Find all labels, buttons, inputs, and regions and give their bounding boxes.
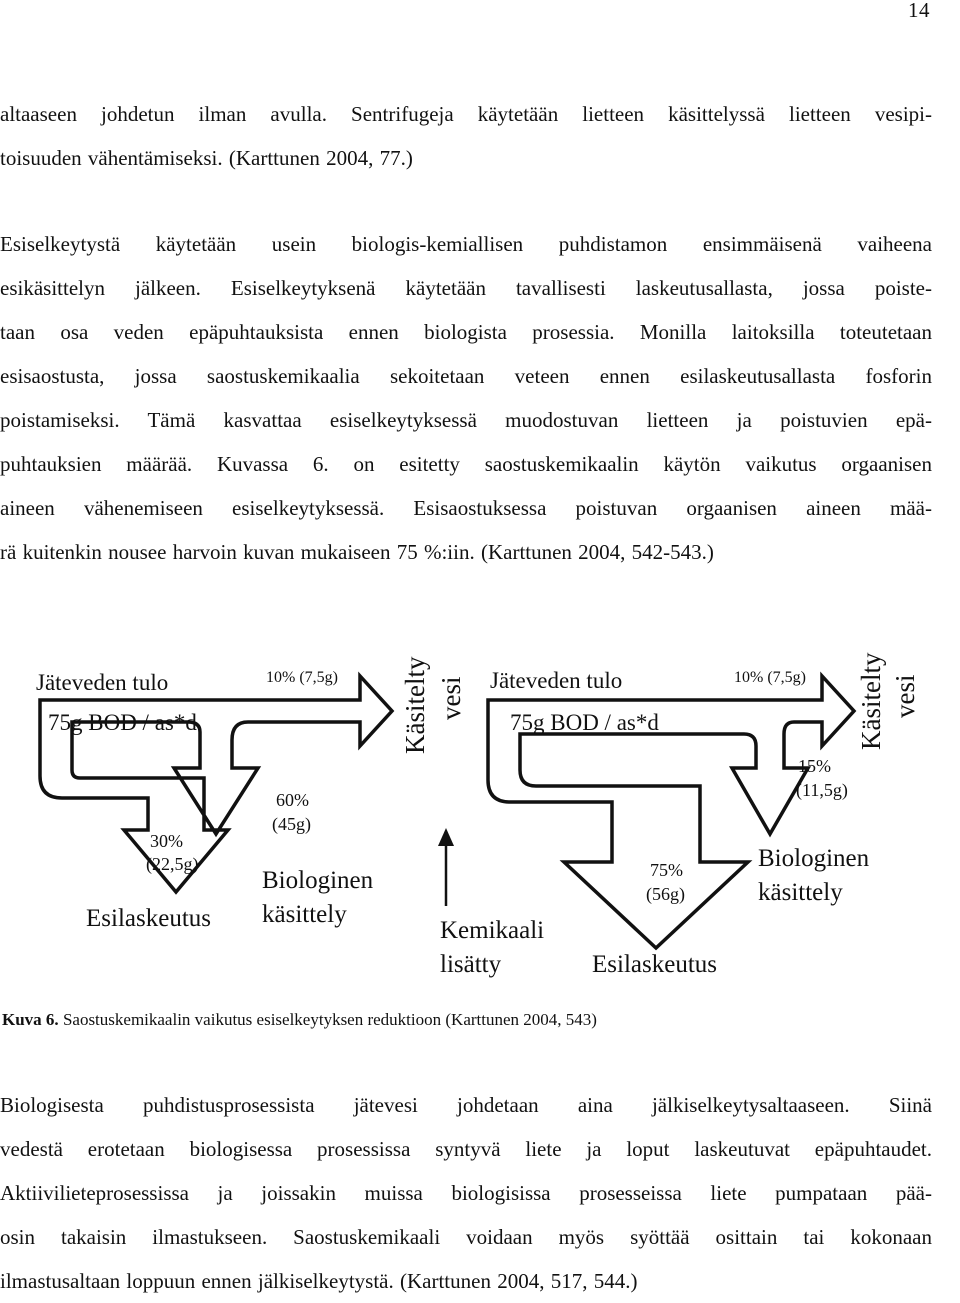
text-line: puhtauksien määrää. Kuvassa 6. on esitetty saostuskemikaalin käytön vaikutus orgaanisen: [0, 452, 932, 476]
treated-water-label: vesi: [436, 676, 466, 720]
bio-pct: 15%: [798, 756, 831, 776]
text-line: esisaostusta, jossa saostuskemikaalia sekoitetaan veteen ennen esilaskeutusallasta fosforin: [0, 364, 932, 388]
text-line: poistamiseksi. Tämä kasvattaa esiselkeytyksessä muodostuvan lietteen ja poistuvien epä-: [0, 408, 932, 432]
text-line: osin takaisin ilmastukseen. Saostuskemikaali voidaan myös syöttää osittain tai kokonaan: [0, 1225, 932, 1249]
treated-out-pct: 10% (7,5g): [734, 669, 806, 686]
load-label: 75g BOD / as*d: [510, 710, 659, 735]
bio-label: Biologinen: [758, 845, 870, 872]
bio-pct: (11,5g): [796, 780, 848, 800]
load-label: 75g BOD / as*d: [48, 710, 197, 735]
pre-pct: (22,5g): [146, 854, 199, 874]
paragraph-esiselkeytys: [0, 222, 932, 574]
diagram-left: [36, 656, 466, 932]
text-line: Aktiivilieteprosessissa ja joissakin muissa biologisissa prosesseissa liete pumpataan pää-: [0, 1181, 932, 1205]
chemical-label: lisätty: [440, 951, 502, 978]
text-line: aineen vähenemiseen esiselkeytyksessä. Esisaostuksessa poistuvan orgaanisen aineen mää-: [0, 496, 932, 520]
figure-flow-diagram: [0, 622, 960, 992]
treated-water-label: vesi: [890, 674, 920, 718]
paragraph-jalkiselkeytys: [0, 1083, 932, 1303]
text-line: altaaseen johdetun ilman avulla. Sentrifugeja käytetään lietteen käsittelyssä lietteen vesipi-: [0, 102, 932, 126]
pre-pct: (56g): [646, 884, 685, 904]
text-line: ilmastusaltaan loppuun ennen jälkiselkeytystä. (Karttunen 2004, 517, 544.): [0, 1269, 638, 1293]
text-line: Esiselkeytystä käytetään usein biologis-kemiallisen puhdistamon ensimmäisenä vaiheena: [0, 232, 932, 256]
paragraph-intro: [0, 92, 932, 180]
text-line: Biologisesta puhdistusprosessista jätevesi johdetaan aina jälkiselkeytysaltaaseen. Siinä: [0, 1093, 932, 1117]
inflow-label: Jäteveden tulo: [490, 668, 623, 693]
treated-water-label: Käsitelty: [856, 652, 886, 750]
pre-label: Esilaskeutus: [86, 905, 211, 932]
text-line: esikäsittelyn jälkeen. Esiselkeytyksenä käytetään tavallisesti laskeutusallasta, jossa poiste-: [0, 276, 932, 300]
caption-text: Saostuskemikaalin vaikutus esiselkeytyksen reduktioon (Karttunen 2004, 543): [58, 1010, 597, 1029]
bio-pct: (45g): [272, 814, 311, 834]
text-line: taan osa veden epäpuhtauksista ennen biologista prosessia. Monilla laitoksilla toteutetaan: [0, 320, 932, 344]
chemical-arrow-head: [438, 828, 454, 846]
text-line: vedestä erotetaan biologisessa prosessissa syntyvä liete ja loput laskeutuvat epäpuhtaudet.: [0, 1137, 932, 1161]
pre-pct: 30%: [150, 831, 183, 851]
chemical-label: Kemikaali: [440, 917, 545, 944]
treated-water-label: Käsitelty: [400, 656, 430, 754]
inflow-label: Jäteveden tulo: [36, 670, 169, 695]
bio-label: käsittely: [262, 901, 347, 928]
diagram-right: [438, 652, 920, 978]
flow-arrow-left: [40, 676, 392, 892]
bio-label: käsittely: [758, 879, 843, 906]
caption-label: Kuva 6.: [2, 1010, 59, 1029]
pre-pct: 75%: [650, 860, 683, 880]
text-line: toisuuden vähentämiseksi. (Karttunen 2004, 77.): [0, 146, 413, 170]
bio-label: Biologinen: [262, 867, 374, 894]
pre-label: Esilaskeutus: [592, 951, 717, 978]
text-line: rä kuitenkin nousee harvoin kuvan mukaiseen 75 %:iin. (Karttunen 2004, 542-543.): [0, 540, 714, 564]
page-number: 14: [908, 0, 930, 22]
bio-pct: 60%: [276, 790, 309, 810]
figure-caption: [2, 1010, 597, 1030]
treated-out-pct: 10% (7,5g): [266, 669, 338, 686]
